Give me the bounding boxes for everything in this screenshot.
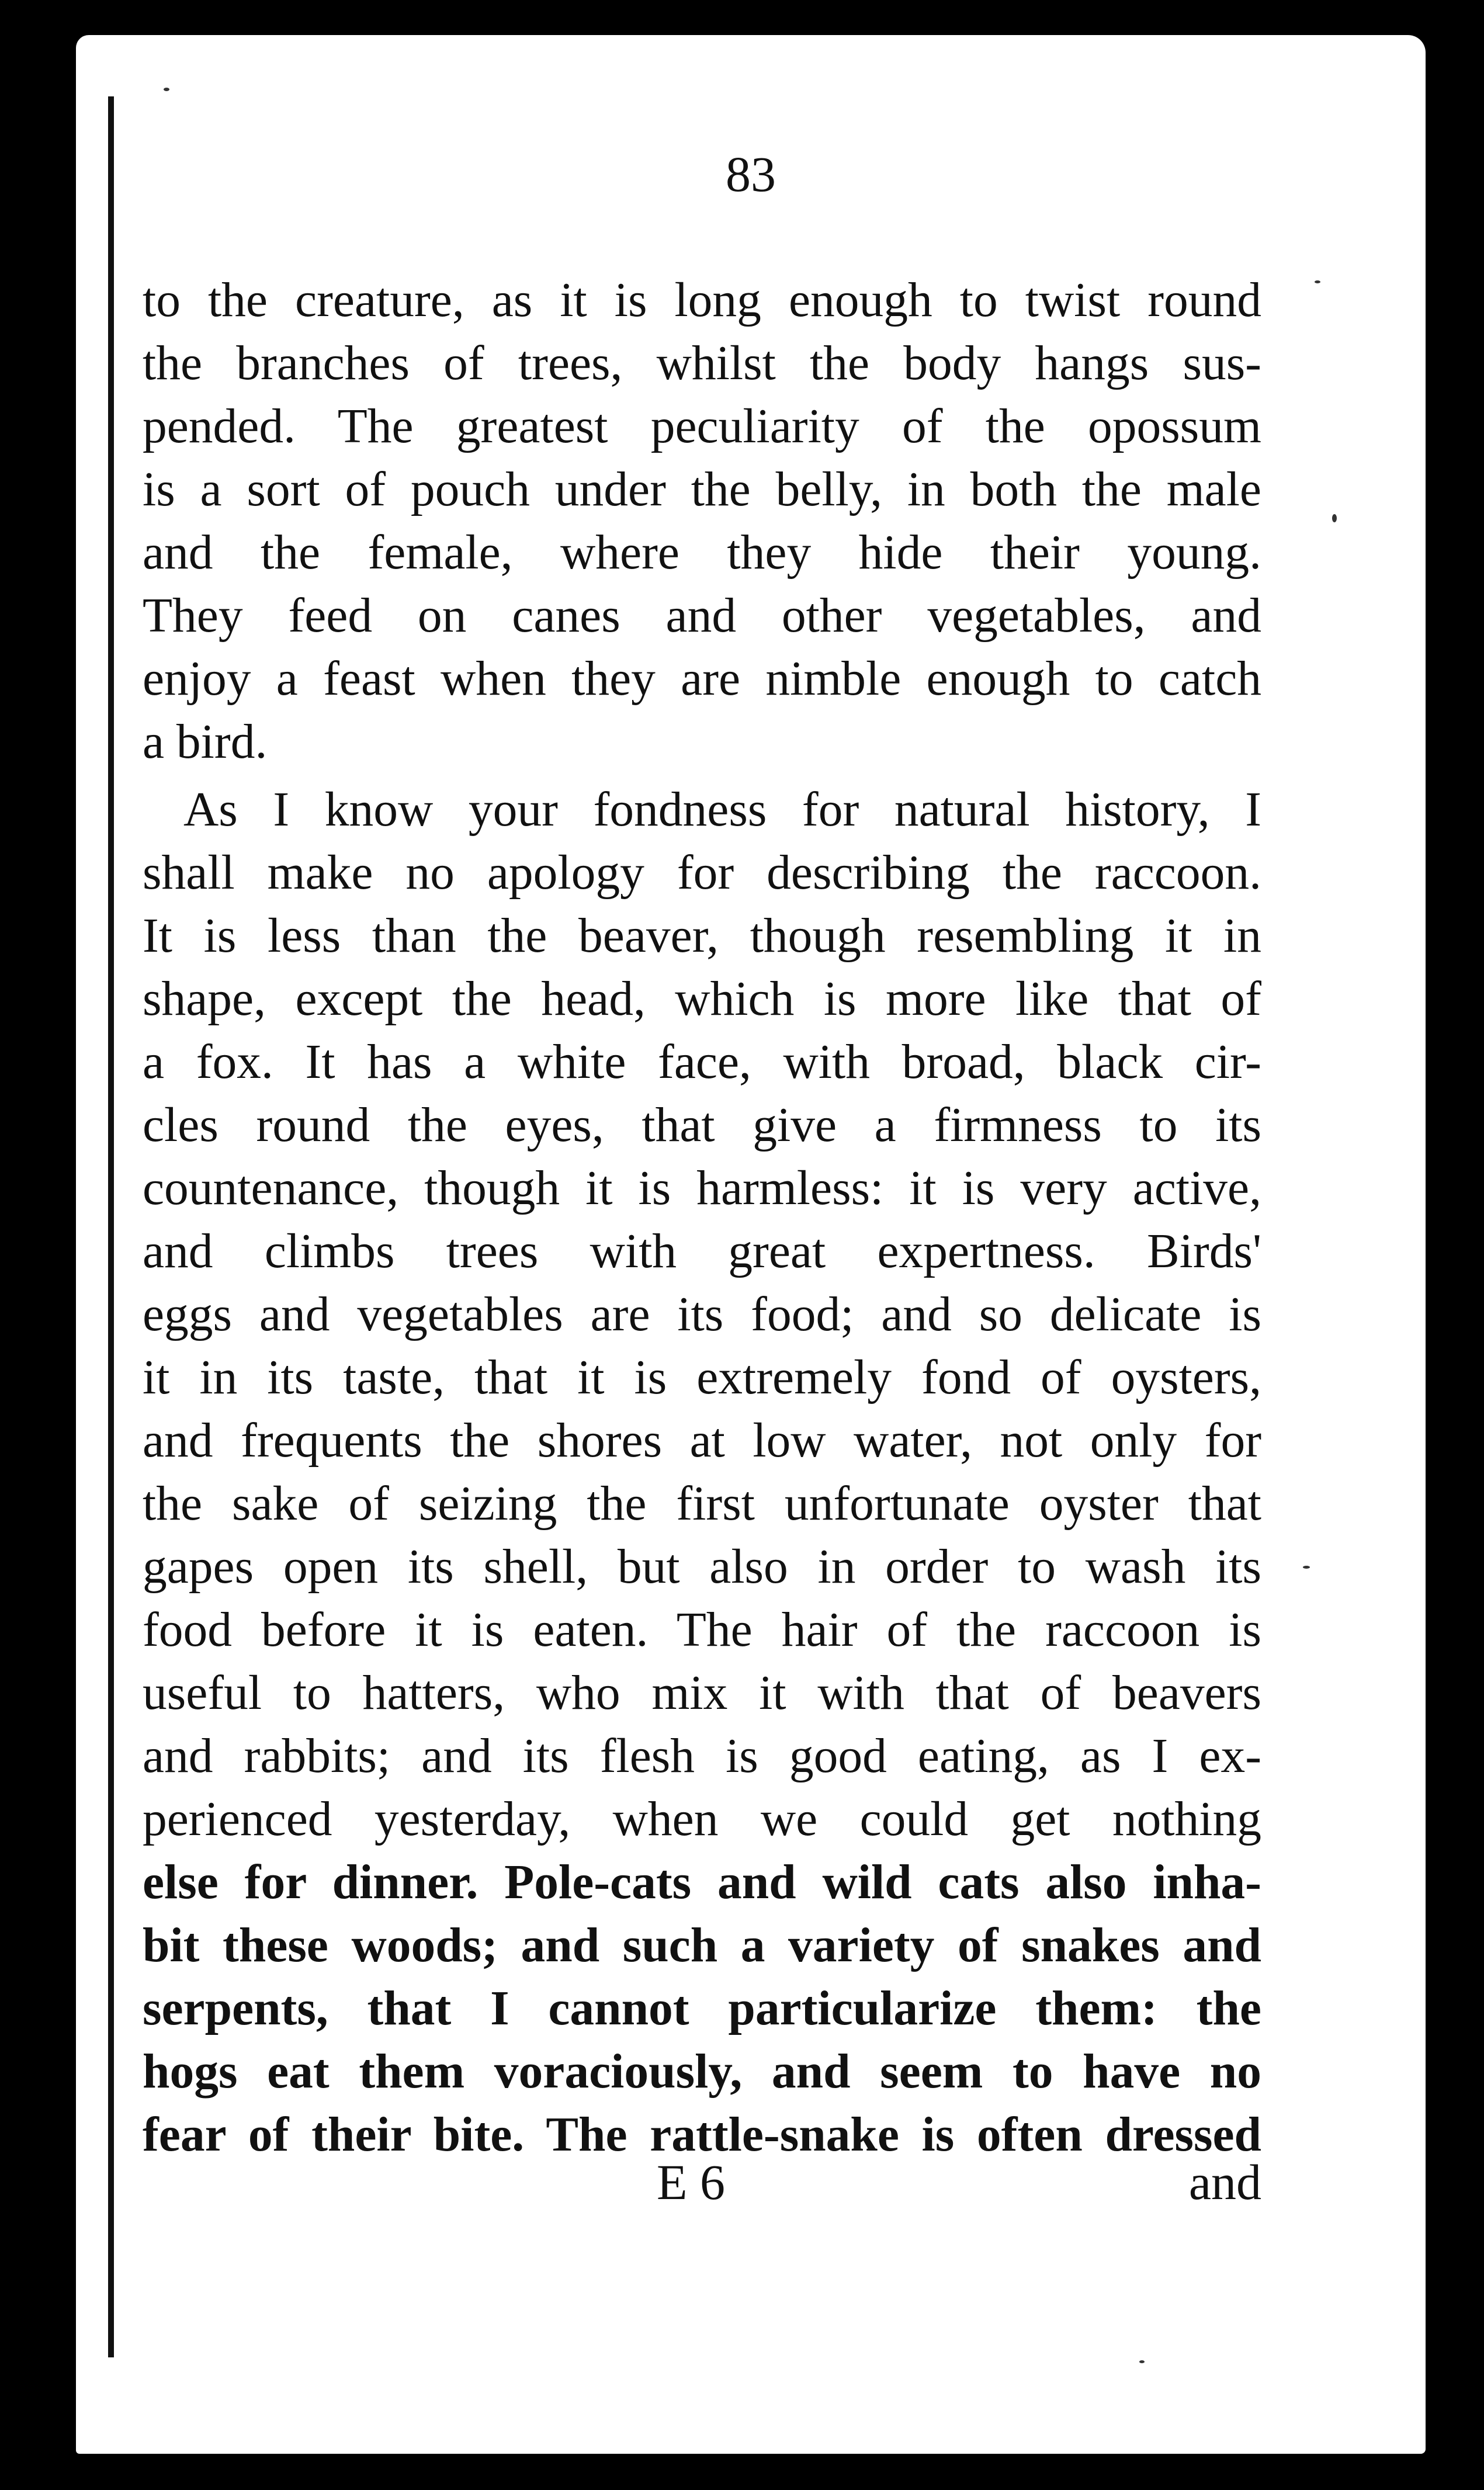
- ink-speck: [164, 88, 169, 91]
- signature-mark: E 6: [657, 2154, 726, 2210]
- text-line: enjoy a feast when they are nimble enough to catch: [143, 652, 1261, 706]
- book-page: [76, 35, 1426, 2454]
- text-line: the branches of trees, whilst the body hangs sus-: [143, 337, 1261, 390]
- text-line: it in its taste, that it is extremely fond of oysters,: [143, 1351, 1261, 1404]
- text-line: and rabbits; and its flesh is good eating, as I ex-: [143, 1729, 1261, 1783]
- text-line: As I know your fondness for natural history, I: [183, 783, 1261, 837]
- text-line: pended. The greatest peculiarity of the opossum: [143, 400, 1261, 453]
- text-line: cles round the eyes, that give a firmness to its: [143, 1098, 1261, 1152]
- catchword: and: [1188, 2154, 1261, 2210]
- text-line: eggs and vegetables are its food; and so delicate is: [143, 1288, 1261, 1341]
- page-edge-rule: [108, 96, 114, 2357]
- ink-speck: [1139, 2360, 1145, 2363]
- text-line: serpents, that I cannot particularize them: the: [143, 1982, 1261, 2035]
- text-line: It is less than the beaver, though resembling it in: [143, 909, 1261, 963]
- text-line: fear of their bite. The rattle-snake is often dressed: [143, 2108, 1261, 2162]
- page-footer: [143, 2150, 1261, 2214]
- text-line: else for dinner. Pole-cats and wild cats also inha-: [143, 1856, 1261, 1909]
- text-line: countenance, though it is harmless: it is very active,: [143, 1161, 1261, 1215]
- text-line: gapes open its shell, but also in order to wash its: [143, 1540, 1261, 1594]
- text-line: bit these woods; and such a variety of snakes and: [143, 1919, 1261, 1972]
- text-line: and frequents the shores at low water, not only for: [143, 1414, 1261, 1468]
- body-text: [143, 269, 1261, 2166]
- text-line: shape, except the head, which is more like that of: [143, 972, 1261, 1026]
- text-line: the sake of seizing the first unfortunate oyster that: [143, 1477, 1261, 1531]
- text-line: is a sort of pouch under the belly, in both the male: [143, 463, 1261, 516]
- page-number: 83: [726, 146, 776, 202]
- text-line: food before it is eaten. The hair of the raccoon is: [143, 1603, 1261, 1657]
- text-line: useful to hatters, who mix it with that of beavers: [143, 1666, 1261, 1720]
- text-line: hogs eat them voraciously, and seem to have no: [143, 2045, 1261, 2099]
- text-line: to the creature, as it is long enough to twist round: [143, 273, 1261, 327]
- ink-speck: [1332, 514, 1337, 522]
- text-line: perienced yesterday, when we could get nothing: [143, 1792, 1261, 1846]
- text-line: and the female, where they hide their young.: [143, 526, 1261, 580]
- text-line: shall make no apology for describing the raccoon.: [143, 846, 1261, 900]
- ink-speck: [1315, 280, 1320, 283]
- text-line: a fox. It has a white face, with broad, black cir-: [143, 1035, 1261, 1089]
- text-line: and climbs trees with great expertness. Birds': [143, 1225, 1261, 1278]
- text-line: a bird.: [143, 715, 268, 769]
- text-line: They feed on canes and other vegetables, and: [143, 589, 1261, 643]
- ink-speck: [1303, 1566, 1310, 1569]
